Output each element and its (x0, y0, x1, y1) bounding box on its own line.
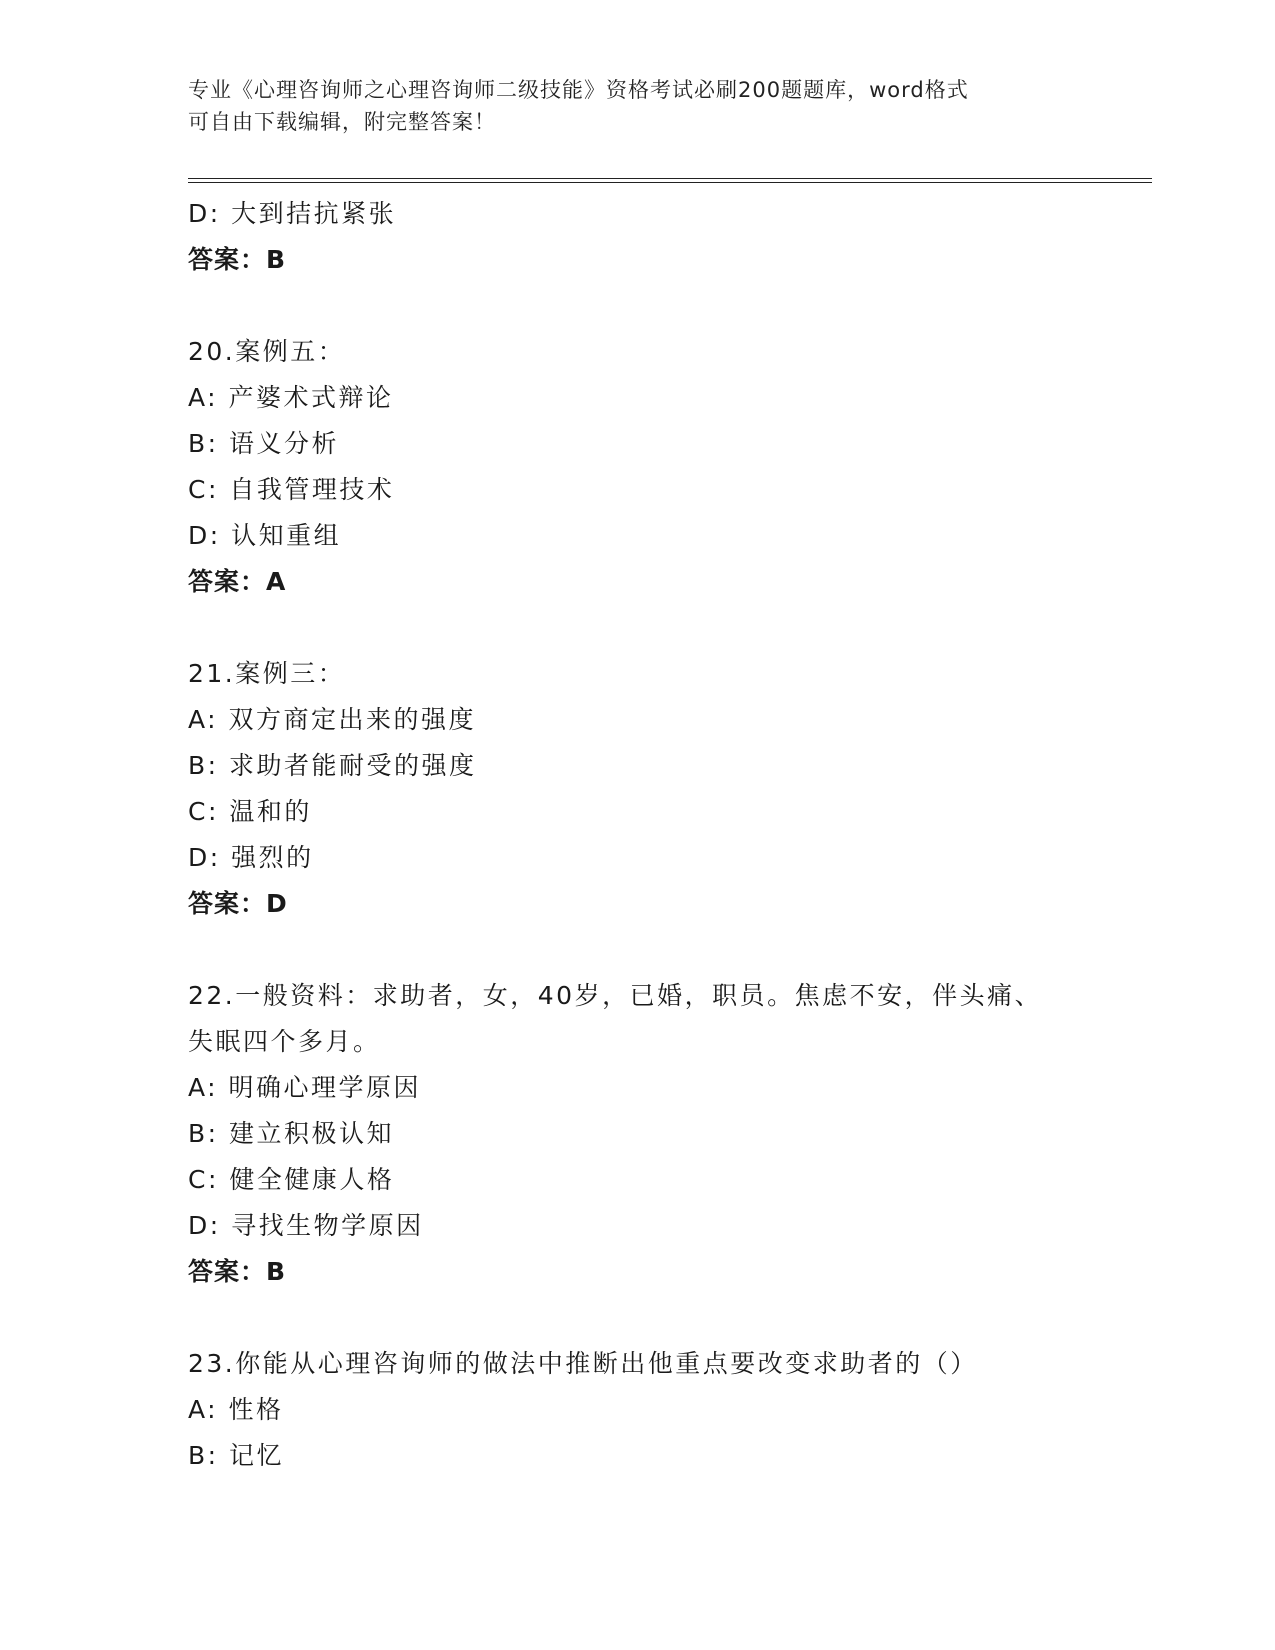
option-b: B: 求助者能耐受的强度 (188, 751, 477, 780)
option-a: A: 明确心理学原因 (188, 1073, 422, 1102)
spacer (188, 283, 1088, 329)
option-d: D: 寻找生物学原因 (188, 1211, 424, 1240)
question-stem-line-1: 22.一般资料：求助者，女，40岁，已婚，职员。焦虑不安，伴头痛、 (188, 981, 1043, 1010)
question-stem: 23.你能从心理咨询师的做法中推断出他重点要改变求助者的（） (188, 1349, 978, 1378)
page-header (188, 74, 1088, 138)
answer-line: 答案：B (188, 1257, 287, 1286)
question-fragment (188, 191, 1088, 283)
question-stem-line-2: 失眠四个多月。 (188, 1027, 381, 1056)
option-b: B: 建立积极认知 (188, 1119, 395, 1148)
question-20 (188, 329, 1088, 605)
question-22 (188, 973, 1088, 1295)
header-divider-bottom (188, 182, 1152, 183)
header-title-line-1: 专业《心理咨询师之心理咨询师二级技能》资格考试必刷200题题库，word格式 (188, 78, 969, 102)
question-21 (188, 651, 1088, 927)
question-stem: 21.案例三： (188, 659, 346, 688)
question-23 (188, 1341, 1088, 1479)
option-c: C: 自我管理技术 (188, 475, 395, 504)
option-a: A: 双方商定出来的强度 (188, 705, 477, 734)
question-stem: 20.案例五： (188, 337, 346, 366)
option-b: B: 语义分析 (188, 429, 340, 458)
question-list (188, 191, 1088, 1479)
header-title-line-2: 可自由下载编辑，附完整答案！ (188, 110, 496, 134)
option-a: A: 性格 (188, 1395, 284, 1424)
option-d: D: 大到拮抗紧张 (188, 199, 397, 228)
answer-line: 答案：B (188, 245, 287, 274)
header-divider-top (188, 178, 1152, 179)
answer-line: 答案：A (188, 567, 287, 596)
option-b: B: 记忆 (188, 1441, 285, 1470)
spacer (188, 605, 1088, 651)
spacer (188, 927, 1088, 973)
option-c: C: 健全健康人格 (188, 1165, 395, 1194)
option-c: C: 温和的 (188, 797, 312, 826)
option-d: D: 强烈的 (188, 843, 314, 872)
answer-line: 答案：D (188, 889, 288, 918)
option-a: A: 产婆术式辩论 (188, 383, 394, 412)
option-d: D: 认知重组 (188, 521, 342, 550)
spacer (188, 1295, 1088, 1341)
